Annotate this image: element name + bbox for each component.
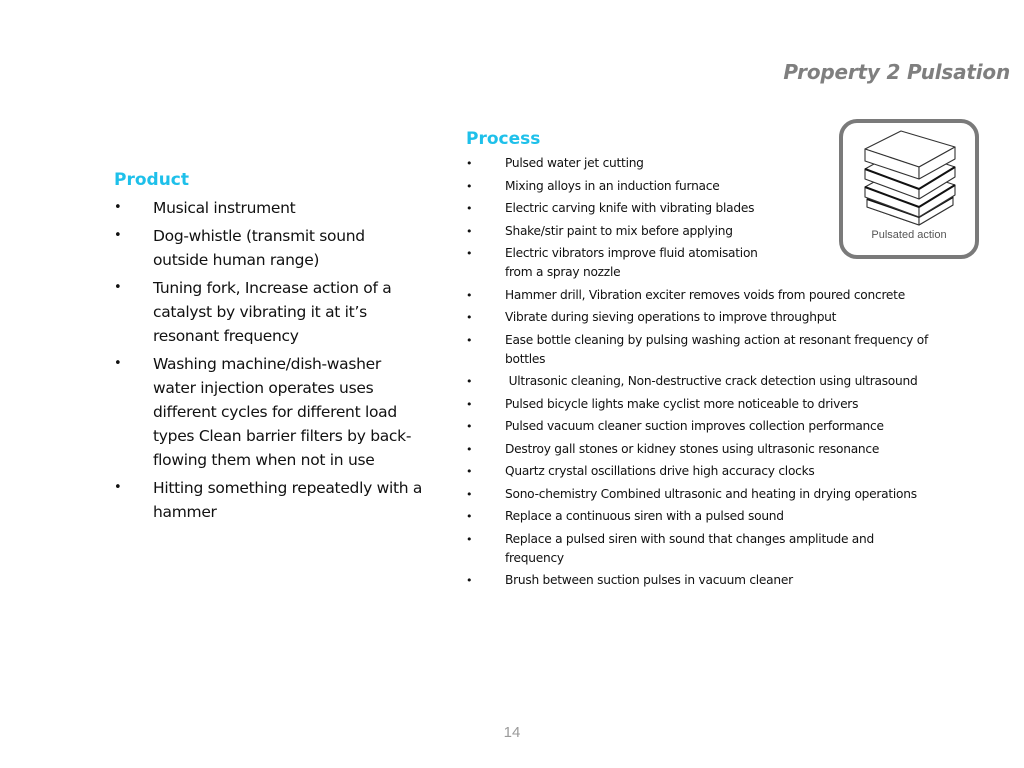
bullet-icon: • bbox=[114, 480, 122, 495]
list-item-text: Electric carving knife with vibrating blades bbox=[505, 201, 755, 215]
pulsated-action-card bbox=[839, 119, 979, 259]
icon-caption: Pulsated action bbox=[871, 229, 947, 241]
bullet-icon: • bbox=[466, 202, 473, 215]
bullet-icon: • bbox=[114, 356, 122, 371]
stacked-slabs-icon bbox=[859, 129, 959, 229]
list-item-text: Musical instrument bbox=[153, 199, 296, 217]
product-section bbox=[114, 168, 424, 528]
bullet-icon: • bbox=[466, 311, 473, 324]
list-item bbox=[466, 530, 936, 568]
list-item bbox=[466, 331, 936, 369]
list-item-text: Sono-chemistry Combined ultrasonic and heating in drying operations bbox=[505, 486, 917, 501]
list-item-text: Brush between suction pulses in vacuum cleaner bbox=[505, 573, 793, 587]
list-item bbox=[466, 372, 936, 391]
list-item-text: Hammer drill, Vibration exciter removes voids from poured concrete bbox=[505, 287, 905, 302]
list-item-text: Pulsed vacuum cleaner suction improves collection performance bbox=[505, 419, 884, 433]
bullet-icon: • bbox=[466, 247, 473, 260]
list-item-text: Dog-whistle (transmit sound outside human range) bbox=[153, 227, 365, 269]
bullet-icon: • bbox=[114, 280, 122, 295]
page-number: 14 bbox=[503, 724, 521, 741]
list-item-text: Replace a pulsed siren with sound that changes amplitude and frequency bbox=[505, 531, 878, 565]
bullet-icon: • bbox=[466, 157, 473, 170]
list-item-text: Electric vibrators improve fluid atomisation from a spray nozzle bbox=[505, 246, 758, 279]
bullet-icon: • bbox=[466, 510, 473, 523]
process-heading: Process bbox=[466, 129, 541, 149]
bullet-icon: • bbox=[466, 179, 473, 193]
list-item bbox=[466, 485, 936, 504]
list-item bbox=[466, 507, 936, 526]
list-item-text: Washing machine/dish-washer water injection operates uses different cycles for different load types Clean barrier filters by back-flowing them when not in use bbox=[153, 355, 412, 469]
list-item-text: Ultrasonic cleaning, Non-destructive crack detection using ultrasound bbox=[505, 374, 918, 388]
bullet-icon: • bbox=[466, 420, 473, 433]
list-item bbox=[466, 571, 936, 590]
list-item-text: Mixing alloys in an induction furnace bbox=[505, 178, 720, 193]
bullet-icon: • bbox=[466, 397, 473, 411]
list-item bbox=[466, 308, 936, 327]
list-item bbox=[114, 476, 424, 524]
list-item-text: Vibrate during sieving operations to improve throughput bbox=[505, 310, 837, 324]
list-item bbox=[114, 196, 424, 220]
slide-title: Property 2 Pulsation bbox=[783, 60, 1010, 84]
bullet-icon: • bbox=[466, 465, 473, 478]
list-item-text: Ease bottle cleaning by pulsing washing action at resonant frequency of bottles bbox=[505, 332, 932, 366]
bullet-icon: • bbox=[466, 532, 473, 546]
list-item-text: Pulsed water jet cutting bbox=[505, 156, 644, 170]
list-item bbox=[114, 352, 424, 472]
list-item-text: Hitting something repeatedly with a hammer bbox=[153, 479, 423, 521]
bullet-icon: • bbox=[466, 487, 473, 501]
list-item-text: Tuning fork, Increase action of a catalyst by vibrating it at it’s resonant frequency bbox=[153, 279, 392, 345]
list-item-text: Shake/stir paint to mix before applying bbox=[505, 223, 733, 238]
product-list bbox=[114, 196, 424, 524]
list-item bbox=[466, 395, 936, 414]
list-item bbox=[466, 286, 936, 305]
list-item-text: Destroy gall stones or kidney stones using ultrasonic resonance bbox=[505, 441, 880, 456]
list-item-text: Replace a continuous siren with a pulsed sound bbox=[505, 509, 784, 523]
list-item-text: Quartz crystal oscillations drive high accuracy clocks bbox=[505, 464, 815, 478]
list-item bbox=[114, 224, 424, 272]
list-item bbox=[466, 417, 936, 436]
bullet-icon: • bbox=[466, 574, 473, 587]
list-item bbox=[466, 440, 936, 459]
list-item bbox=[466, 462, 936, 481]
bullet-icon: • bbox=[466, 224, 473, 238]
bullet-icon: • bbox=[466, 375, 473, 388]
bullet-icon: • bbox=[114, 228, 122, 243]
list-item bbox=[114, 276, 424, 348]
bullet-icon: • bbox=[114, 200, 122, 215]
bullet-icon: • bbox=[466, 333, 473, 347]
bullet-icon: • bbox=[466, 442, 473, 456]
bullet-icon: • bbox=[466, 288, 473, 302]
list-item-text: Pulsed bicycle lights make cyclist more noticeable to drivers bbox=[505, 396, 859, 411]
product-heading: Product bbox=[114, 170, 189, 190]
